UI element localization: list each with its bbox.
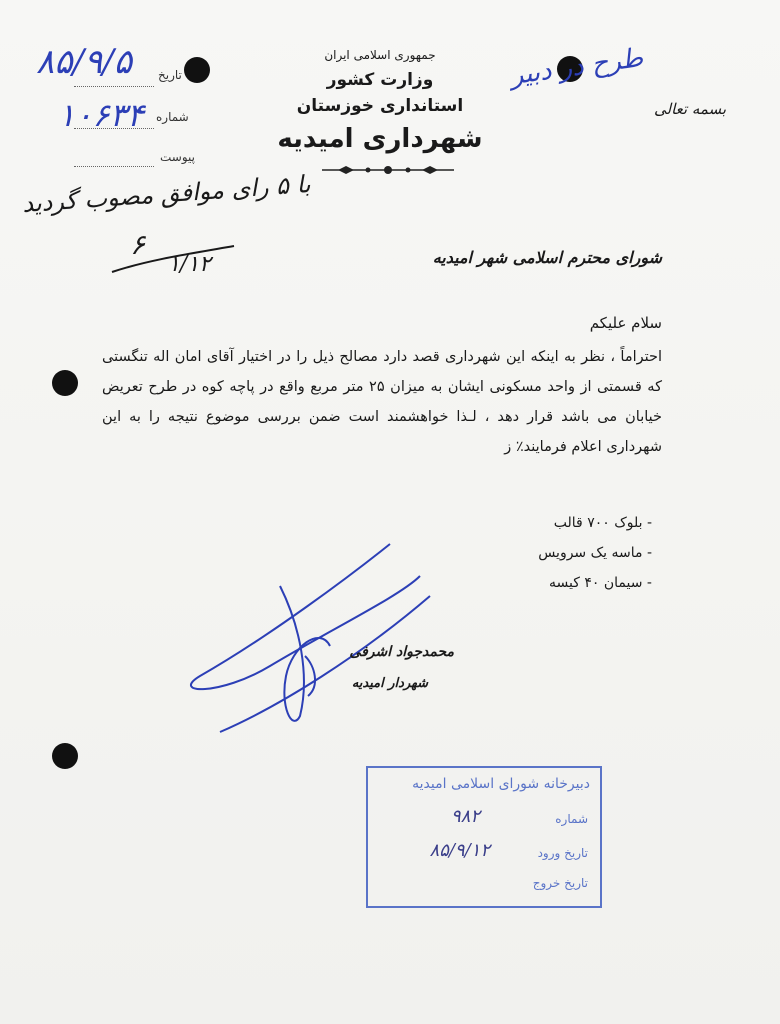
handwritten-date: ۸۵/۹/۵ (36, 42, 132, 82)
date-line (74, 86, 154, 87)
council-secretariat-stamp (366, 766, 602, 908)
handwritten-approval-number: ۶ (130, 228, 146, 261)
letterhead-ministry: وزارت کشور (326, 70, 434, 90)
handwritten-approval-date: ۱/۱۲ (168, 252, 211, 277)
signer-name: محمدجواد اشرفی (349, 644, 454, 660)
signer-title: شهردار امیدیه (351, 676, 428, 691)
stamp-exit-date-label: تاریخ خروج (532, 876, 588, 890)
signature-scribble (180, 536, 440, 736)
handwritten-referral-note: طرح در دبیر (508, 42, 645, 92)
punch-hole (184, 57, 210, 83)
ornament-divider (318, 163, 458, 177)
stamp-number-label: شماره (555, 812, 588, 826)
materials-list (538, 508, 652, 598)
handwritten-number: ۱۰۶۳۴ (58, 96, 144, 134)
letterhead-province: استانداری خوزستان (296, 96, 464, 116)
list-item: - بلوک ۷۰۰ قالب (553, 515, 652, 531)
handwritten-bismillah: بسمه تعالی (654, 100, 727, 118)
number-label: شماره (156, 110, 189, 124)
stamp-entry-date-value: ۸۵/۹/۱۲ (429, 840, 490, 861)
punch-hole (52, 370, 78, 396)
stamp-entry-date-label: تاریخ ورود (537, 846, 588, 860)
letterhead-republic: جمهوری اسلامی ایران (324, 48, 436, 62)
letterhead-city-hall: شهرداری امیدیه (277, 124, 483, 154)
list-item: - سیمان ۴۰ کیسه (549, 575, 652, 591)
stamp-number-value: ۹۸۲ (450, 806, 480, 827)
punch-hole (52, 743, 78, 769)
list-item: - ماسه یک سرویس (538, 545, 652, 561)
letter-body: احتراماً ، نظر به اینکه این شهرداری قصد دارد مصالح ذیل را در اختیار آقای امان اله تنگستی که قسمتی از واحد مسکونی ایشان به میزان ۲۵ متر مربع واقع در پاچه کوه در طرح تعریض خیابان می باشد قرار دهد ، لـذا خواهشمند است ضمن بررسی موضوع نتیجه را به این شهرداری اعلام فرمایند٪ ز (102, 349, 662, 455)
stamp-title: دبیرخانه شورای اسلامی امیدیه (412, 776, 590, 792)
handwritten-approval-note: با ۵ رای موافق مصوب گردید (21, 169, 312, 219)
date-label: تاریخ (158, 68, 182, 82)
attachment-line (74, 166, 154, 167)
addressee-line: شورای محترم اسلامی شهر امیدیه (432, 248, 662, 267)
greeting-line: سلام علیکم (589, 314, 662, 332)
attachment-label: پیوست (160, 150, 195, 164)
